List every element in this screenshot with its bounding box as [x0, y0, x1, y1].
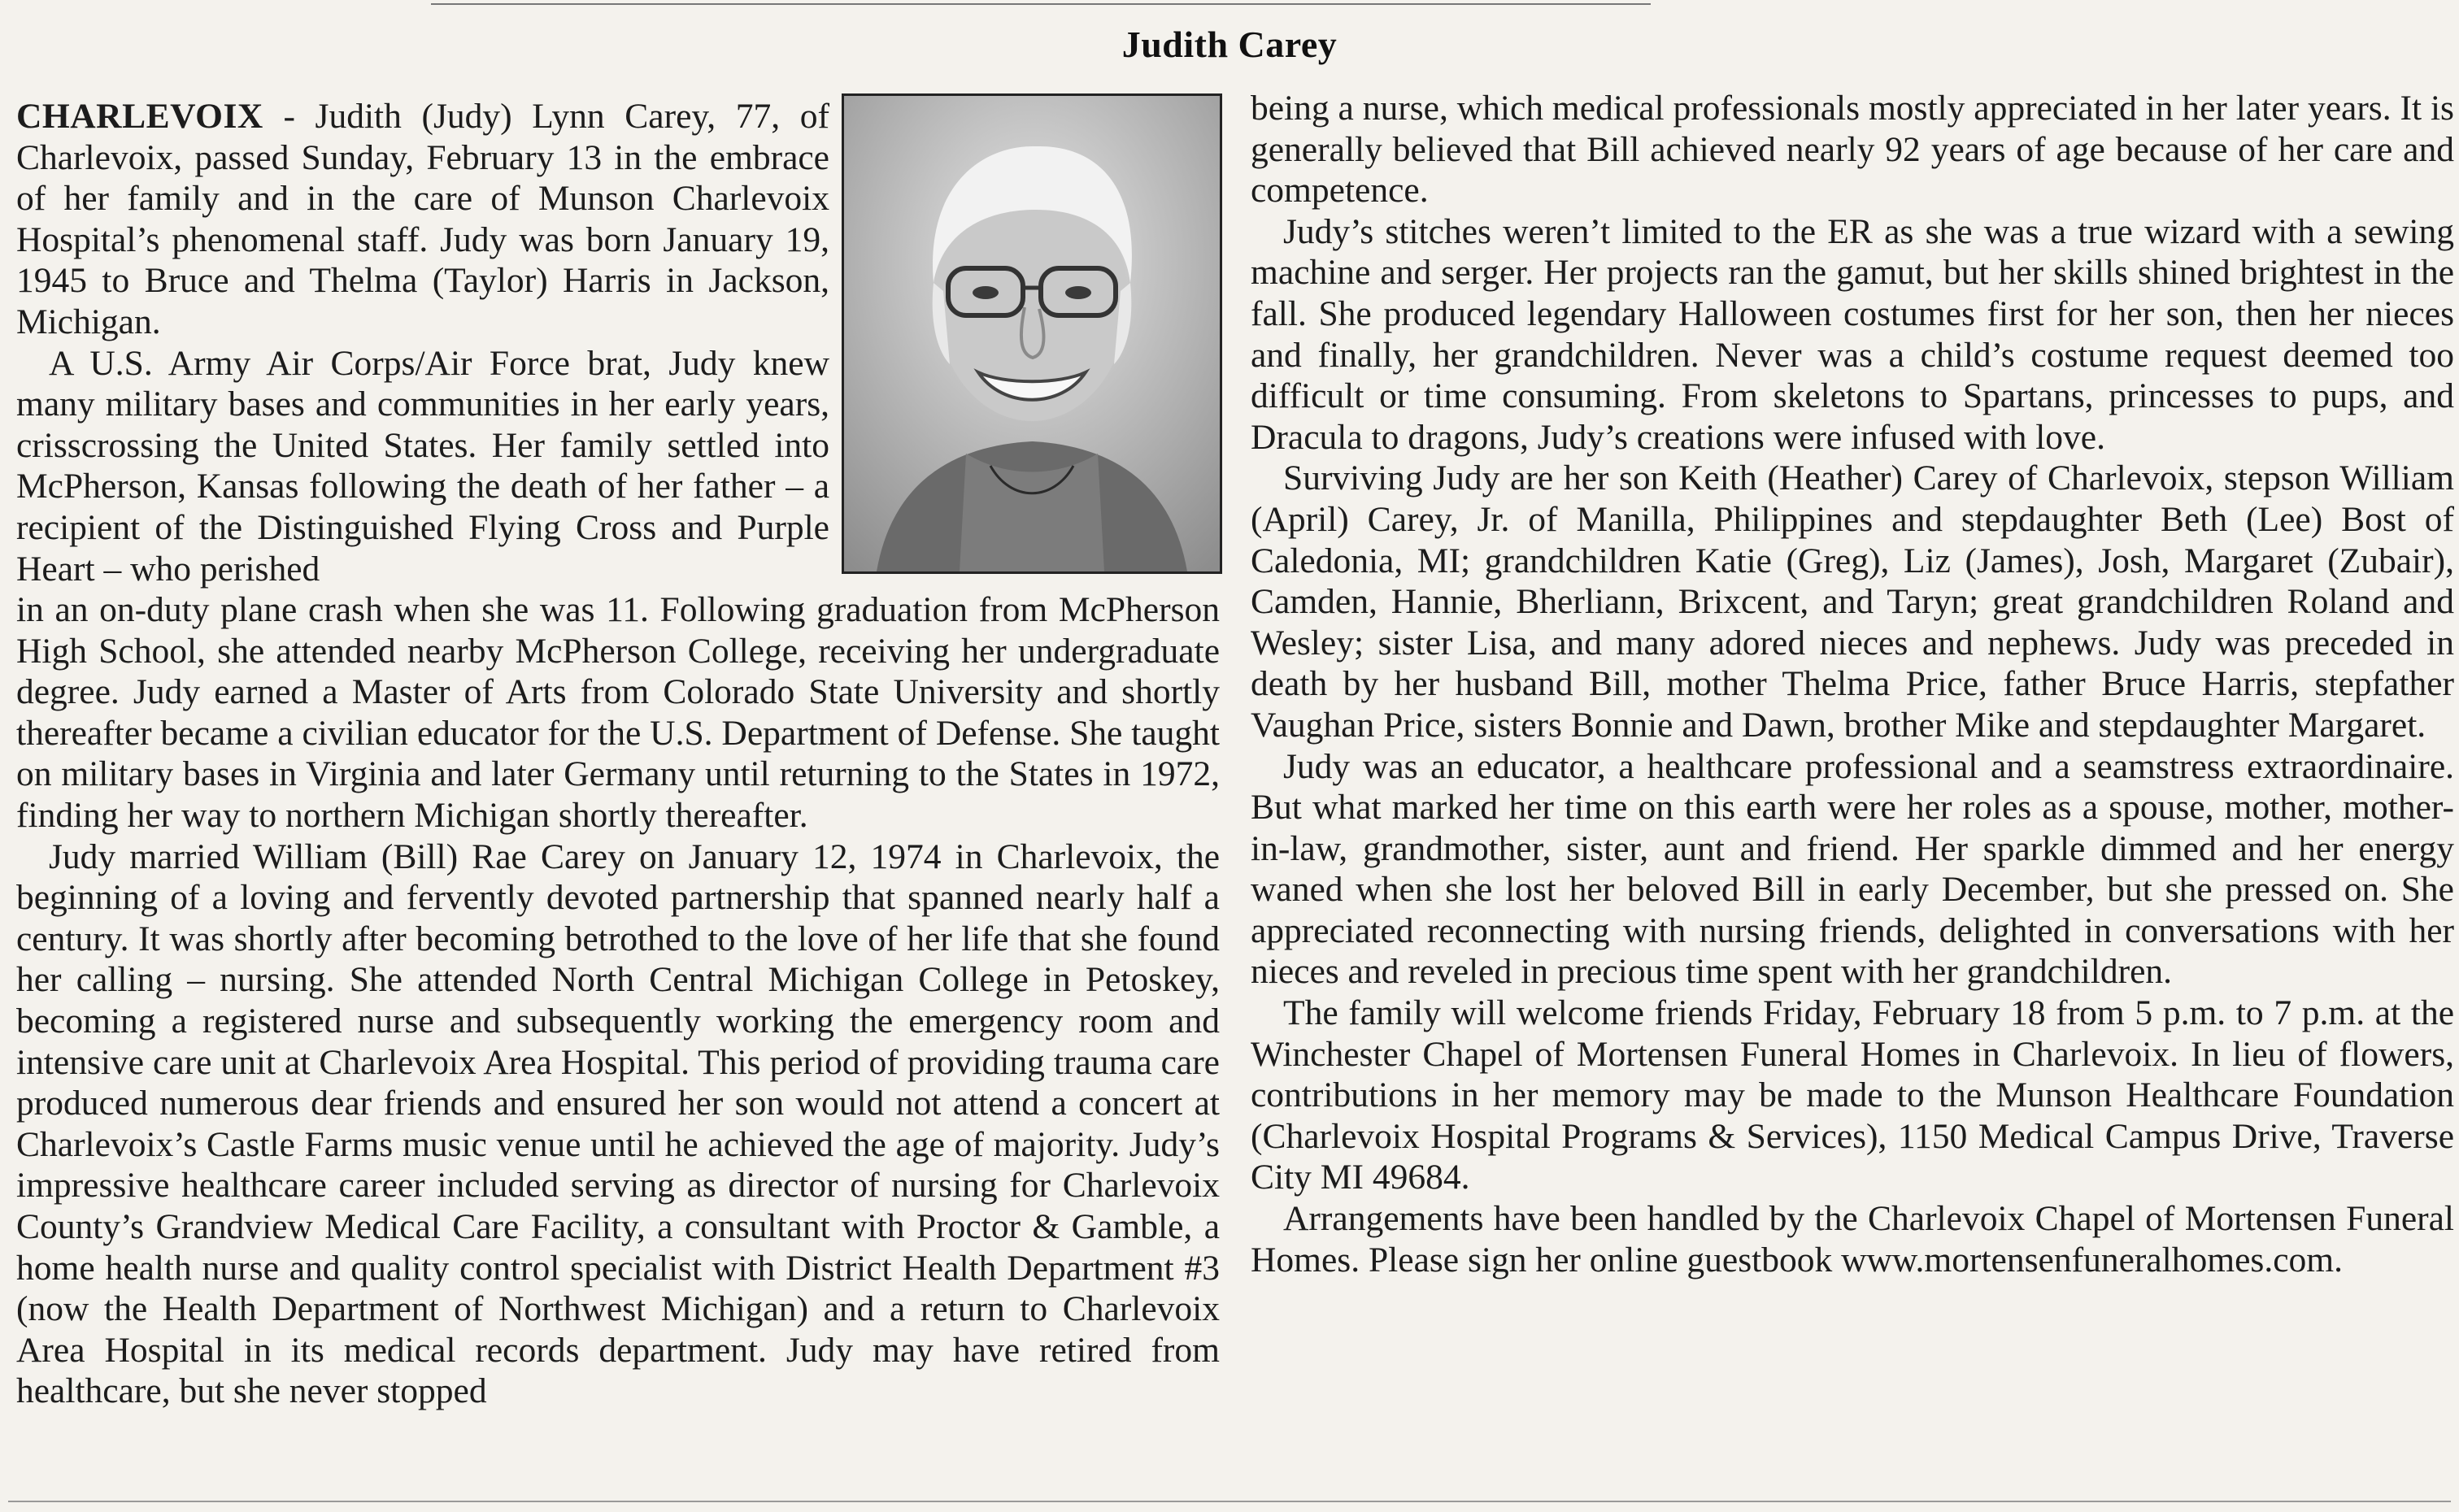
- paragraph: Surviving Judy are her son Keith (Heather) Carey of Charlevoix, stepson William (April) Carey, Jr. of Manilla, Philippines and stepdaughter Beth (Lee) Bost of Caledonia, MI; grandchildren Katie (Greg), Liz (James), Josh, Margaret (Zubair), Camden, Hannie, Bherliann, Brixcent, and Taryn; great grandchildren Roland and Wesley; sister Lisa, and many adored nieces and nephews. Judy was preceded in death by her husband Bill, mother Thelma Price, father Bruce Harris, stepfather Vaughan Price, sisters Bonnie and Dawn, brother Mike and stepdaughter Margaret.: [1251, 458, 2454, 745]
- dateline: CHARLEVOIX: [16, 97, 263, 136]
- paragraph: Judy was an educator, a healthcare professional and a seamstress extraordinaire. But what marked her time on this earth were her roles as a spouse, mother, mother-in-law, grandmother, sister, aunt and friend. Her sparkle dimmed and her energy waned when she lost her beloved Bill in early December, but she pressed on. She appreciated reconnecting with nursing friends, delighted in conversations with her nieces and reveled in precious time spent with her grandchildren.: [1251, 746, 2454, 992]
- paragraph: [16, 96, 829, 343]
- left-column-lower: [16, 589, 1220, 1412]
- paragraph: The family will welcome friends Friday, February 18 from 5 p.m. to 7 p.m. at the Winchester Chapel of Mortensen Funeral Homes in Charlevoix. In lieu of flowers, contributions in her memory may be made to the Munson Healthcare Foundation (Charlevoix Hospital Programs & Services), 1150 Medical Campus Drive, Traverse City MI 49684.: [1251, 993, 2454, 1197]
- left-column-upper: [16, 96, 829, 589]
- paragraph: Arrangements have been handled by the Charlevoix Chapel of Mortensen Funeral Homes. Please sign her online guestbook www.mortensenfuneralhomes.com.: [1251, 1199, 2454, 1280]
- portrait-image: [844, 96, 1220, 571]
- paragraph: in an on-duty plane crash when she was 11. Following graduation from McPherson High School, she attended nearby McPherson College, receiving her undergraduate degree. Judy earned a Master of Arts from Colorado State University and shortly thereafter became a civilian educator for the U.S. Department of Defense. She taught on military bases in Virginia and later Germany until returning to the States in 1972, finding her way to northern Michigan shortly thereafter.: [16, 590, 1220, 835]
- bottom-rule: [8, 1501, 2451, 1502]
- obituary-headline: Judith Carey: [1121, 24, 1338, 65]
- paragraph: being a nurse, which medical professionals mostly appreciated in her later years. It is generally believed that Bill achieved nearly 92 years of age because of her care and competence.: [1251, 89, 2454, 211]
- paragraph: A U.S. Army Air Corps/Air Force brat, Judy knew many military bases and communities in her early years, crisscrossing the United States. Her family settled into McPherson, Kansas following the death of her father – a recipient of the Distinguished Flying Cross and Purple Heart – who perished: [16, 343, 829, 589]
- top-rule: [431, 3, 1651, 5]
- portrait-photo: [842, 93, 1222, 574]
- paragraph: Judy’s stitches weren’t limited to the ER as she was a true wizard with a sewing machine and serger. Her projects ran the gamut, but her skills shined brightest in the fall. She produced legendary Halloween costumes first for her son, then her nieces and finally, her grandchildren. Never was a child’s costume request deemed too difficult or time consuming. From skeletons to Spartans, princesses to pups, and Dracula to dragons, Judy’s creations were infused with love.: [1251, 211, 2454, 457]
- right-column: [1251, 88, 2454, 1280]
- paragraph-text: - Judith (Judy) Lynn Carey, 77, of Charlevoix, passed Sunday, February 13 in the embrace of her family and in the care of Munson Charlevoix Hospital’s phenomenal staff. Judy was born January 19, 1945 to Bruce and Thelma (Taylor) Harris in Jackson, Michigan.: [16, 97, 829, 341]
- paragraph: Judy married William (Bill) Rae Carey on January 12, 1974 in Charlevoix, the beginning of a loving and fervently devoted partnership that spanned nearly half a century. It was shortly after becoming betrothed to the love of her life that she found her calling – nursing. She attended North Central Michigan College in Petoskey, becoming a registered nurse and subsequently working the emergency room and intensive care unit at Charlevoix Area Hospital. This period of providing trauma care produced numerous dear friends and ensured her son would not attend a concert at Charlevoix’s Castle Farms music venue until he achieved the age of majority. Judy’s impressive healthcare career included serving as director of nursing for Charlevoix County’s Grandview Medical Care Facility, a consultant with Proctor & Gamble, a home health nurse and quality control specialist with District Health Department #3 (now the Health Department of Northwest Michigan) and a return to Charlevoix Area Hospital in its medical records department. Judy may have retired from healthcare, but she never stopped: [16, 836, 1220, 1411]
